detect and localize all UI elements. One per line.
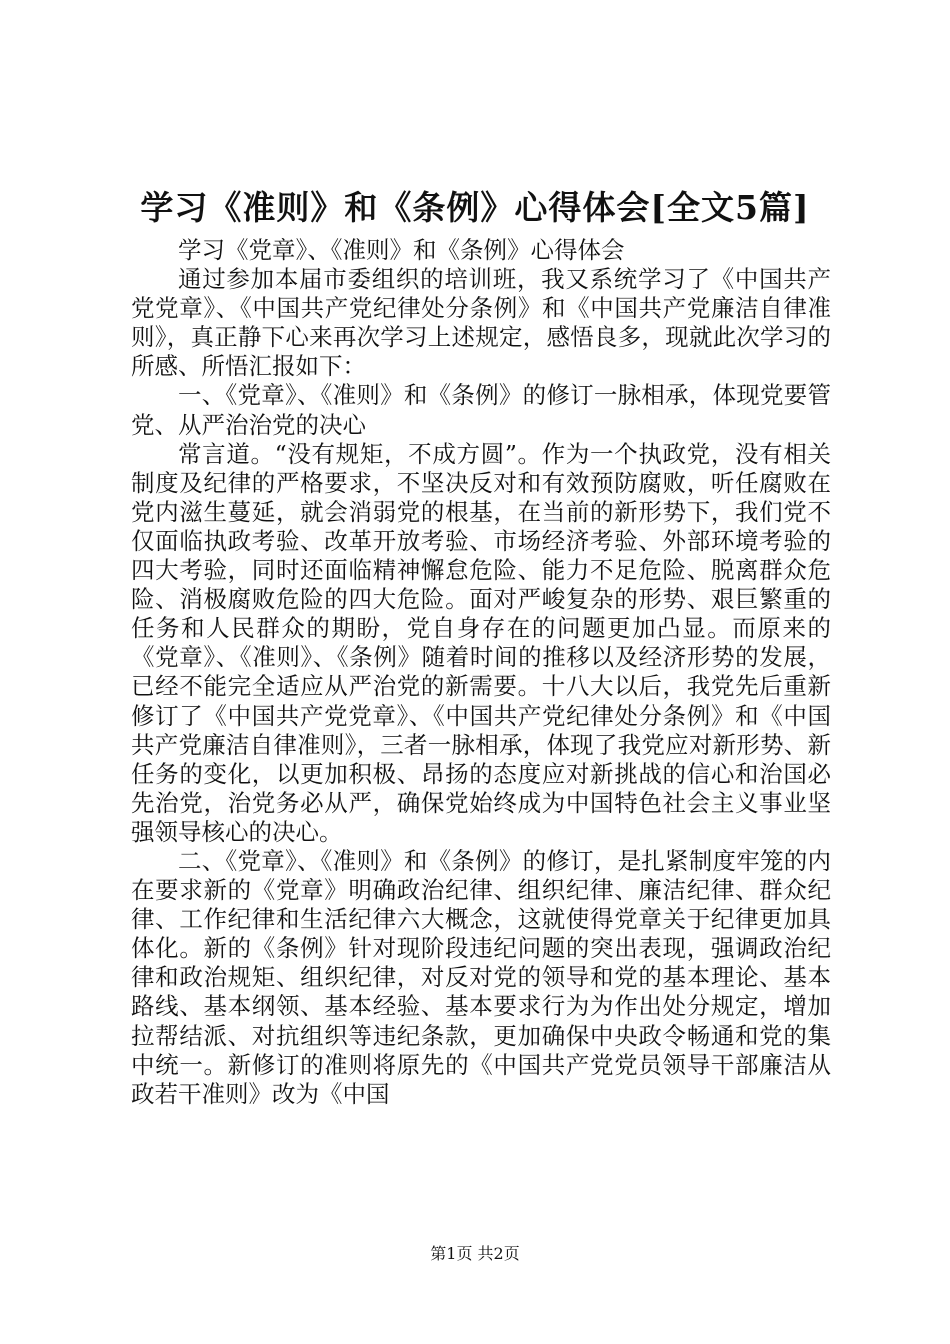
paragraph-intro: 通过参加本届市委组织的培训班，我又系统学习了《中国共产党党章》、《中国共产党纪律处分条例》和《中国共产党廉洁自律准则》，真正静下心来再次学习上述规定，感悟良多，现就此次学习的所感、所悟汇报如下：: [131, 265, 831, 381]
page-footer: 第1页 共2页: [430, 1244, 520, 1263]
paragraph-section-two: 二、《党章》、《准则》和《条例》的修订，是扎紧制度牢笼的内在要求新的《党章》明确政治纪律、组织纪律、廉洁纪律、群众纪律、工作纪律和生活纪律六大概念，这就使得党章关于纪律更加具体化。新的《条例》针对现阶段违纪问题的突出表现，强调政治纪律和政治规矩、组织纪律，对反对党的领导和党的基本理论、基本路线、基本纲领、基本经验、基本要求行为为作出处分规定，增加拉帮结派、对抗组织等违纪条款，更加确保中央政令畅通和党的集中统一。新修订的准则将原先的《中国共产党党员领导干部廉洁从政若干准则》改为《中国: [131, 846, 831, 1108]
paragraph-subtitle: 学习《党章》、《准则》和《条例》心得体会: [178, 236, 625, 264]
document-title: 学习《准则》和《条例》心得体会[全文5篇]: [140, 188, 810, 227]
document-body: [131, 236, 831, 1109]
paragraph-section-one: 常言道。“没有规矩，不成方圆”。作为一个执政党，没有相关制度及纪律的严格要求，不坚决反对和有效预防腐败，听任腐败在党内滋生蔓延，就会消弱党的根基，在当前的新形势下，我们党不仅面临执政考验、改革开放考验、市场经济考验、外部环境考验的四大考验，同时还面临精神懈怠危险、能力不足危险、脱离群众危险、消极腐败危险的四大危险。面对严峻复杂的形势、艰巨繁重的任务和人民群众的期盼，党自身存在的问题更加凸显。而原来的《党章》、《准则》、《条例》随着时间的推移以及经济形势的发展，已经不能完全适应从严治党的新需要。十八大以后，我党先后重新修订了《中国共产党党章》、《中国共产党纪律处分条例》和《中国共产党廉洁自律准则》，三者一脉相承，体现了我党应对新形势、新任务的变化，以更加积极、昂扬的态度应对新挑战的信心和治国必先治党，治党务必从严，确保党始终成为中国特色社会主义事业坚强领导核心的决心。: [131, 439, 831, 846]
paragraph-heading-one: 一、《党章》、《准则》和《条例》的修订一脉相承，体现党要管党、从严治治党的决心: [131, 381, 831, 439]
